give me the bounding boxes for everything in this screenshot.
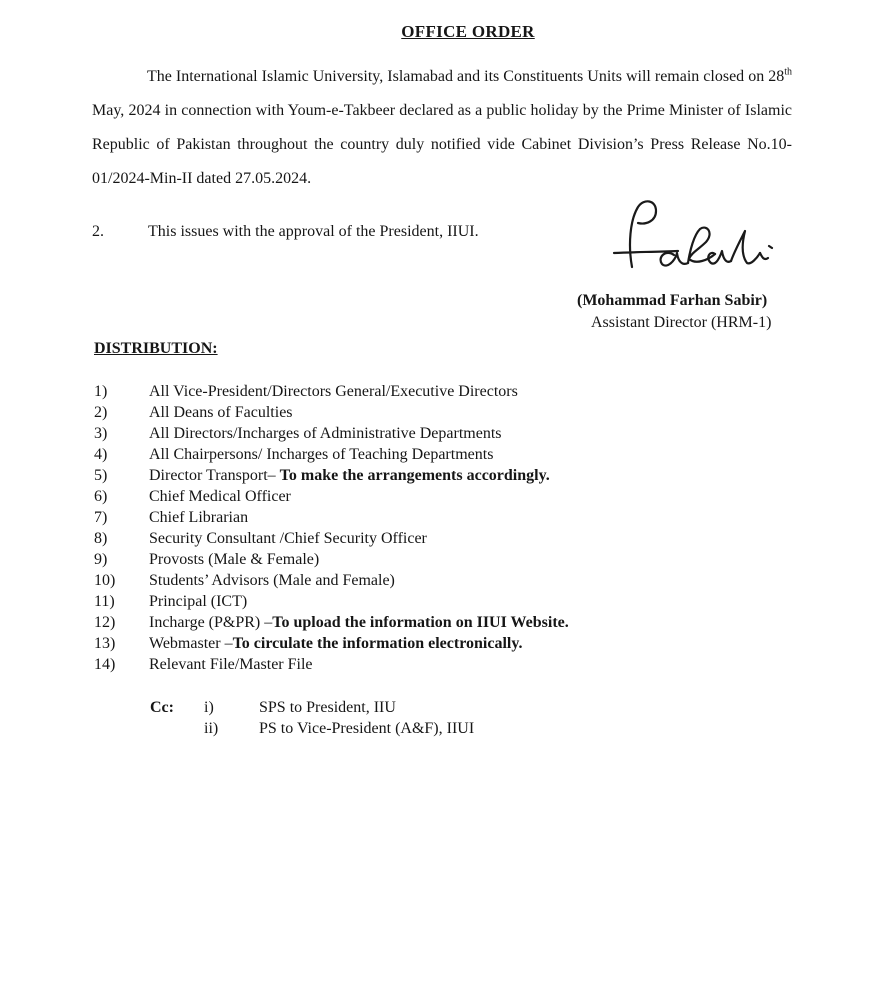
list-item	[94, 654, 569, 675]
item-number: 14)	[94, 656, 116, 673]
cc-item-text: PS to Vice-President (A&F), IIUI	[259, 720, 475, 737]
item-number: 1)	[94, 383, 108, 400]
item-text: Chief Librarian	[149, 509, 249, 526]
list-item	[94, 465, 569, 486]
item-text: Provosts (Male & Female)	[149, 551, 320, 568]
item-number: 11)	[94, 593, 115, 610]
item-number: 2)	[94, 404, 108, 421]
paragraph-text-start: The International Islamic University, Islamabad and its Constituents Units will remain closed on 28	[147, 68, 785, 85]
item-number: 7)	[94, 509, 108, 526]
item-note: To make the arrangements accordingly.	[279, 467, 550, 484]
distribution-heading: DISTRIBUTION:	[94, 340, 218, 357]
list-item	[94, 486, 569, 507]
item-number: 12)	[94, 614, 116, 631]
item-text: Chief Medical Officer	[149, 488, 291, 505]
list-item	[94, 402, 569, 423]
item-text: Principal (ICT)	[149, 593, 248, 610]
item-number: 6)	[94, 488, 108, 505]
cc-item	[204, 697, 396, 718]
item-note: To circulate the information electronically.	[232, 635, 523, 652]
signatory-designation: Assistant Director (HRM-1)	[591, 314, 772, 331]
item-number: 3)	[94, 425, 108, 442]
distribution-list	[94, 381, 569, 675]
list-item	[94, 591, 569, 612]
list-item	[94, 549, 569, 570]
item-number: 13)	[94, 635, 116, 652]
item-text: All Deans of Faculties	[149, 404, 293, 421]
list-item	[94, 381, 569, 402]
handwritten-signature	[602, 195, 792, 290]
item-number: 8)	[94, 530, 108, 547]
item-text: All Directors/Incharges of Administrative Departments	[149, 425, 502, 442]
item-text: Incharge (P&PR) –	[149, 614, 273, 631]
item-text: Webmaster –	[149, 635, 233, 652]
cc-item-number: ii)	[204, 720, 219, 737]
item-text: Relevant File/Master File	[149, 656, 313, 673]
document-title: OFFICE ORDER	[401, 22, 535, 41]
item-text: All Vice-President/Directors General/Executive Directors	[149, 383, 518, 400]
item-number: 9)	[94, 551, 108, 568]
approval-paragraph	[92, 223, 479, 241]
item-text: Security Consultant /Chief Security Officer	[149, 530, 427, 547]
ordinal-suffix: th	[784, 66, 792, 78]
list-item	[94, 528, 569, 549]
paragraph-number: 2.	[92, 223, 104, 240]
item-number: 4)	[94, 446, 108, 463]
main-paragraph	[92, 60, 792, 196]
signatory-name: (Mohammad Farhan Sabir)	[577, 292, 768, 309]
list-item	[94, 633, 569, 654]
item-text: Students’ Advisors (Male and Female)	[149, 572, 395, 589]
cc-item	[204, 718, 474, 739]
item-number: 10)	[94, 572, 116, 589]
cc-item-text: SPS to President, IIU	[259, 699, 396, 716]
approval-text: This issues with the approval of the President, IIUI.	[148, 223, 479, 240]
list-item	[94, 570, 569, 591]
item-text: Director Transport–	[149, 467, 280, 484]
cc-item-number: i)	[204, 699, 214, 716]
list-item	[94, 612, 569, 633]
item-note: To upload the information on IIUI Website.	[272, 614, 569, 631]
paragraph-text-end: May, 2024 in connection with Youm-e-Takbeer declared as a public holiday by the Prime Minister of Islamic Republic of Pakistan throughout the country duly notified vide Cabinet Division’s Press Release No.10-01/2024-Min-II dated 27.05.2024.	[92, 102, 792, 187]
list-item	[94, 444, 569, 465]
list-item	[94, 507, 569, 528]
cc-label: Cc:	[150, 699, 174, 716]
list-item	[94, 423, 569, 444]
item-number: 5)	[94, 467, 108, 484]
item-text: All Chairpersons/ Incharges of Teaching Departments	[149, 446, 494, 463]
